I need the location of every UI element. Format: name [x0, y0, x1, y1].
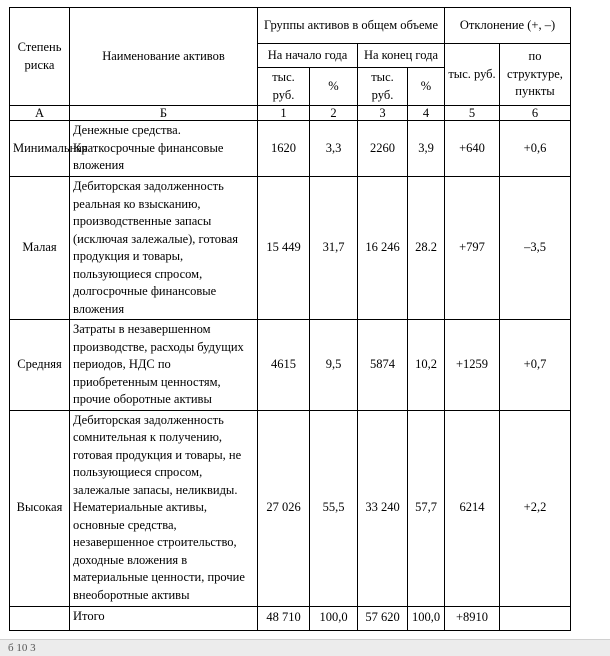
- header-start-year: На начало года: [258, 44, 358, 68]
- start-pct: 55,5: [310, 410, 358, 606]
- col-index-6: 6: [500, 106, 571, 121]
- header-groups: Группы активов в общем объеме: [258, 8, 445, 44]
- assets-risk-table: [9, 7, 571, 631]
- deviation-struct: –3,5: [500, 177, 571, 320]
- start-thous: 4615: [258, 320, 310, 411]
- header-deviation-struct: по структуре, пункты: [500, 44, 571, 106]
- risk-level: Средняя: [10, 320, 70, 411]
- end-pct: 10,2: [408, 320, 445, 411]
- end-thous: 16 246: [358, 177, 408, 320]
- deviation-struct: +2,2: [500, 410, 571, 606]
- end-pct: 57,7: [408, 410, 445, 606]
- column-index-row: [10, 106, 571, 121]
- total-end-pct: 100,0: [408, 606, 445, 630]
- deviation-struct: +0,7: [500, 320, 571, 411]
- col-index-3: 3: [358, 106, 408, 121]
- end-thous: 5874: [358, 320, 408, 411]
- end-thous: 2260: [358, 121, 408, 177]
- end-pct: 28.2: [408, 177, 445, 320]
- header-asset-name: Наименование активов: [70, 8, 258, 106]
- end-pct: 3,9: [408, 121, 445, 177]
- asset-name: Денежные средства. Краткосрочные финансовые вложения: [70, 121, 258, 177]
- total-end-thous: 57 620: [358, 606, 408, 630]
- table-row: [10, 320, 571, 411]
- risk-level-empty: [10, 606, 70, 630]
- deviation-thous: +1259: [445, 320, 500, 411]
- start-pct: 31,7: [310, 177, 358, 320]
- header-deviation: Отклонение (+, –): [445, 8, 571, 44]
- header-end-year: На конец года: [358, 44, 445, 68]
- col-index-5: 5: [445, 106, 500, 121]
- total-label: Итого: [70, 606, 258, 630]
- header-start-thous: тыс. руб.: [258, 68, 310, 106]
- header-end-pct: %: [408, 68, 445, 106]
- footer-fragment: б 10 3: [8, 642, 36, 654]
- header-risk: Степень риска: [10, 8, 70, 106]
- total-start-thous: 48 710: [258, 606, 310, 630]
- total-start-pct: 100,0: [310, 606, 358, 630]
- header-start-pct: %: [310, 68, 358, 106]
- end-thous: 33 240: [358, 410, 408, 606]
- risk-level: Высокая: [10, 410, 70, 606]
- start-pct: 3,3: [310, 121, 358, 177]
- start-thous: 1620: [258, 121, 310, 177]
- table-row: [10, 177, 571, 320]
- start-thous: 27 026: [258, 410, 310, 606]
- bottom-strip: [0, 639, 610, 656]
- header-row-1: [10, 8, 571, 44]
- col-index-4: 4: [408, 106, 445, 121]
- header-deviation-thous: тыс. руб.: [445, 44, 500, 106]
- start-thous: 15 449: [258, 177, 310, 320]
- header-end-thous: тыс. руб.: [358, 68, 408, 106]
- asset-name: Дебиторская задолженность реальная ко взысканию, производственные запасы (исключая залежалые), готовая продукция и товары, пользующиеся спросом, долгосрочные финансовые вложения: [70, 177, 258, 320]
- col-index-b: Б: [70, 106, 258, 121]
- start-pct: 9,5: [310, 320, 358, 411]
- col-index-a: А: [10, 106, 70, 121]
- table-row: [10, 410, 571, 606]
- asset-name: Затраты в незавершенном производстве, расходы будущих периодов, НДС по приобретенным ценностям, прочие оборотные активы: [70, 320, 258, 411]
- col-index-2: 2: [310, 106, 358, 121]
- deviation-thous: 6214: [445, 410, 500, 606]
- asset-name: Дебиторская задолженность сомнительная к получению, готовая продукция и товары, не пользующиеся спросом, залежалые запасы, неликвиды. Нематериальные активы, основные средства, незавершенное строительство, доходные вложения в материальные ценности, прочие внеоборотные активы: [70, 410, 258, 606]
- total-deviation-struct: [500, 606, 571, 630]
- col-index-1: 1: [258, 106, 310, 121]
- deviation-thous: +640: [445, 121, 500, 177]
- deviation-struct: +0,6: [500, 121, 571, 177]
- risk-level: Минимальная: [10, 121, 70, 177]
- total-deviation-thous: +8910: [445, 606, 500, 630]
- deviation-thous: +797: [445, 177, 500, 320]
- risk-level: Малая: [10, 177, 70, 320]
- table-row: [10, 121, 571, 177]
- total-row: [10, 606, 571, 630]
